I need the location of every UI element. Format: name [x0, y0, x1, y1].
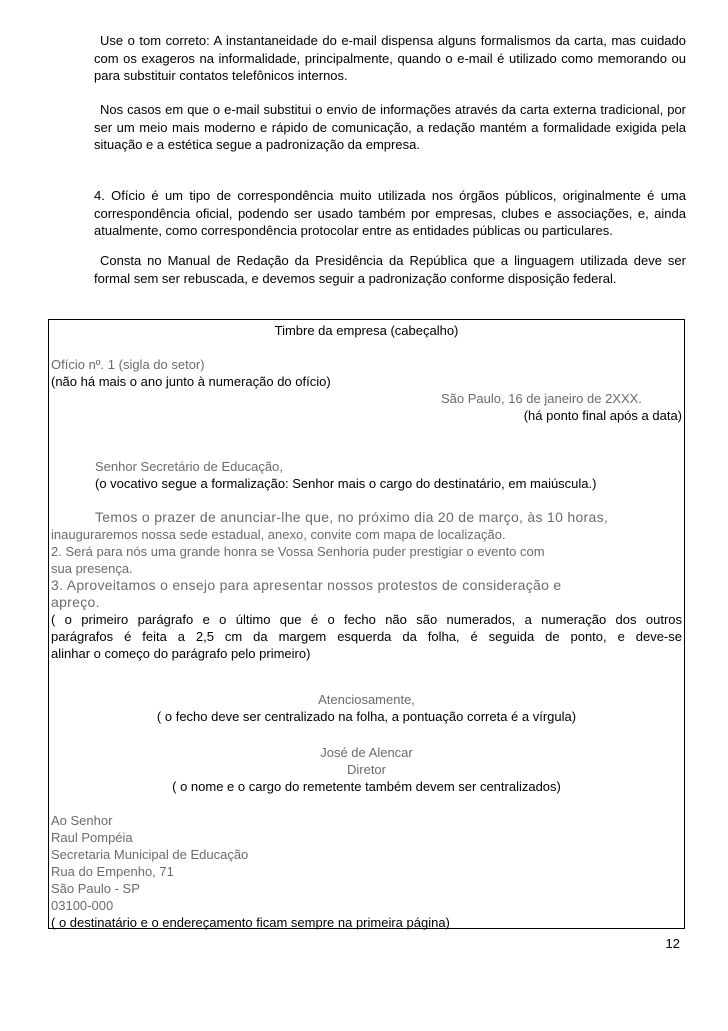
body-line-3: 2. Será para nós uma grande honra se Vossa Senhoria puder prestigiar o evento com [51, 544, 545, 559]
sender-name: José de Alencar [320, 745, 413, 760]
intro-paragraph-2 [94, 101, 686, 154]
addressee-line-1: Ao Senhor [51, 813, 113, 828]
intro-text-2: Nos casos em que o e-mail substitui o envio de informações através da carta externa tradicional, por ser um meio mais moderno e rápido de comunicação, a redação mantém a formalidade exigida pela situação e a estética segue a padronização da empresa. [94, 102, 686, 152]
vocative: Senhor Secretário de Educação, [95, 459, 283, 474]
body-line-1: Temos o prazer de anunciar-lhe que, no próximo dia 20 de março, às 10 horas, [95, 509, 609, 525]
body-line-2: inauguraremos nossa sede estadual, anexo, convite com mapa de localização. [51, 527, 506, 542]
closing-note: ( o fecho deve ser centralizado na folha, a pontuação correta é a vírgula) [156, 709, 577, 724]
addressee-line-2: Raul Pompéia [51, 830, 133, 845]
body-line-5: 3. Aproveitamos o ensejo para apresentar nossos protestos de consideração e [51, 577, 562, 593]
intro-paragraph-4 [94, 252, 686, 287]
letter-model-box [48, 319, 685, 929]
intro-text-3: 4. Ofício é um tipo de correspondência muito utilizada nos órgãos públicos, originalmente é uma correspondência oficial, podendo ser usado também por empresas, clubes e associações, e, ainda atualmente, como correspondência protocolar entre as entidades públicas ou particulares. [94, 188, 686, 238]
vocative-note: (o vocativo segue a formalização: Senhor mais o cargo do destinatário, em maiúscula.) [95, 476, 597, 491]
paragraph-note-line-1: ( o primeiro parágrafo e o último que é o fecho não são numerados, a numeração dos outros [51, 612, 682, 627]
paragraph-note-line-2: parágrafos é feita a 2,5 cm da margem esquerda da folha, é seguida de ponto, e deve-se [51, 629, 682, 644]
intro-text-4: Consta no Manual de Redação da Presidência da República que a linguagem utilizada deve ser formal sem ser rebuscada, e devemos seguir a padronização conforme disposição federal. [94, 253, 686, 286]
intro-text-1: Use o tom correto: A instantaneidade do e-mail dispensa alguns formalismos da carta, mas cuidado com os exageros na informalidade, principalmente, quando o e-mail é utilizado como memorando ou para substituir contatos telefônicos internos. [94, 33, 686, 83]
paragraph-note-line-3: alinhar o começo do parágrafo pelo primeiro) [51, 646, 311, 661]
date-note: (há ponto final após a data) [523, 408, 682, 423]
addressee-note: ( o destinatário e o endereçamento ficam sempre na primeira página) [51, 915, 450, 930]
body-line-4: sua presença. [51, 561, 133, 576]
intro-paragraph-3 [94, 187, 686, 240]
intro-paragraph-1 [94, 32, 686, 85]
addressee-line-3: Secretaria Municipal de Educação [51, 847, 249, 862]
addressee-line-5: São Paulo - SP [51, 881, 140, 896]
addressee-line-4: Rua do Empenho, 71 [51, 864, 174, 879]
office-note: (não há mais o ano junto à numeração do ofício) [51, 374, 331, 389]
page-number: 12 [665, 936, 680, 951]
sender-title: Diretor [346, 762, 386, 777]
addressee-line-6: 03100-000 [51, 898, 114, 913]
body-line-6: apreço. [51, 594, 100, 610]
sender-note: ( o nome e o cargo do remetente também devem ser centralizados) [172, 779, 561, 794]
closing: Atenciosamente, [318, 692, 415, 707]
letter-date: São Paulo, 16 de janeiro de 2XXX. [441, 391, 642, 406]
letterhead: Timbre da empresa (cabeçalho) [274, 323, 459, 338]
office-number: Ofício nº. 1 (sigla do setor) [51, 357, 205, 372]
